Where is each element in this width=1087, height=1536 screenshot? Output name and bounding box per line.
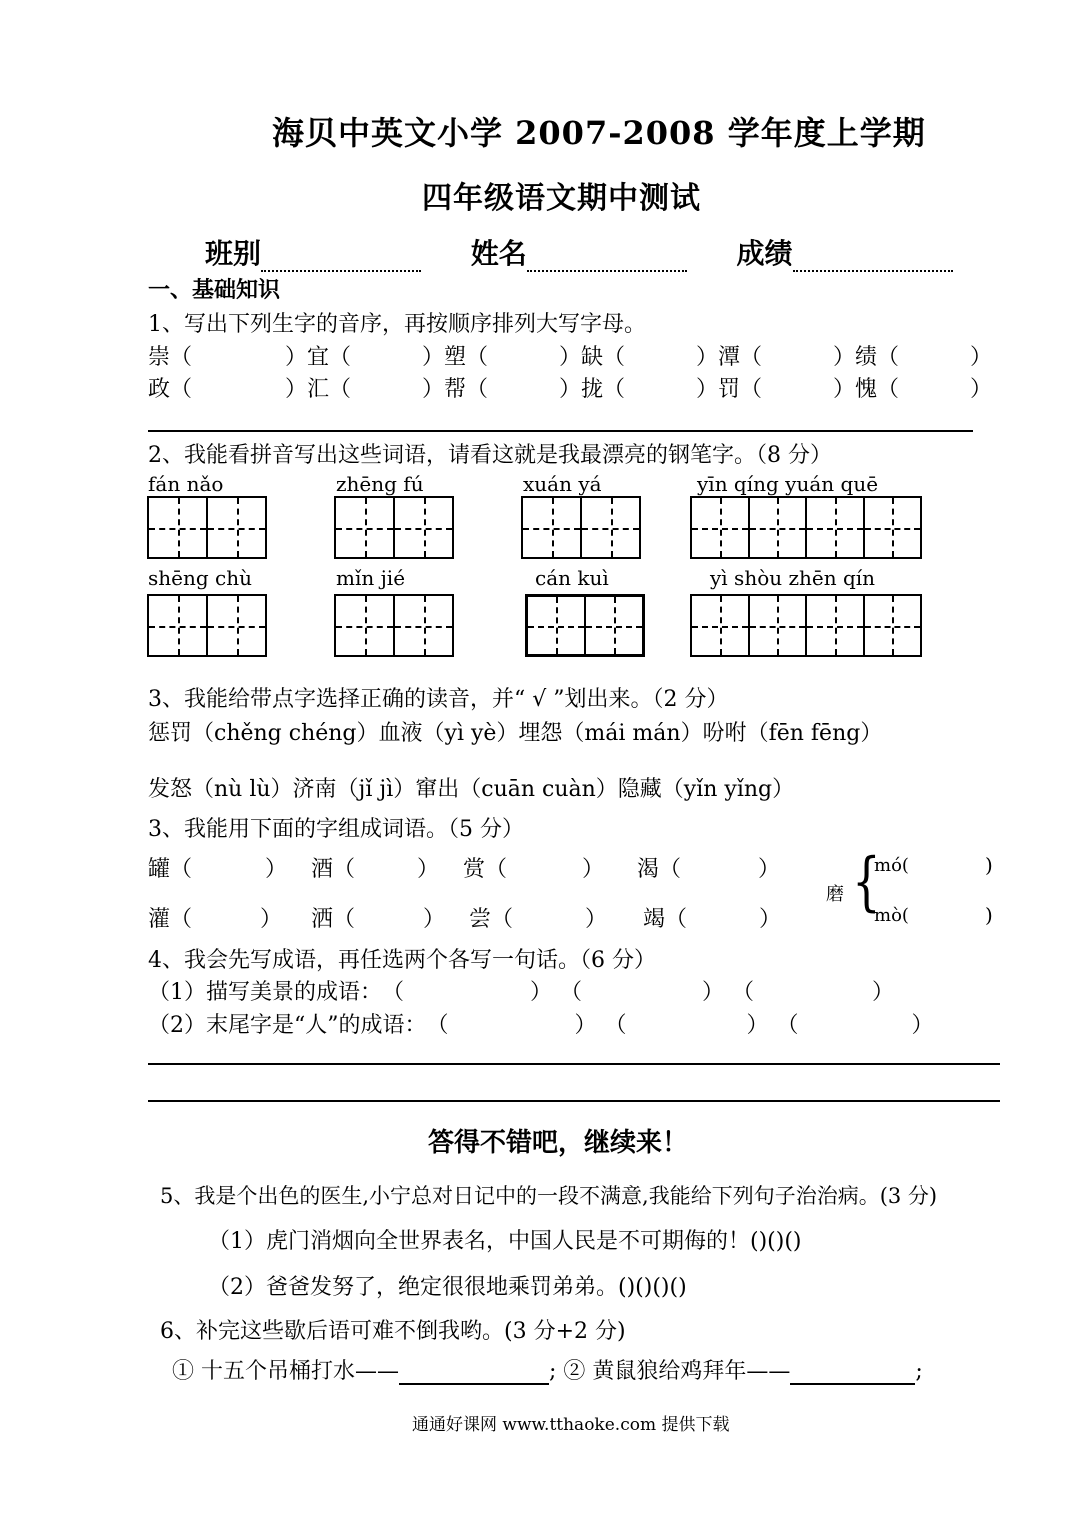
q3a-prompt: 3、我能给带点字选择正确的读音，并“ √ ”划出来。（2 分） (148, 687, 729, 712)
paren: （ (604, 1013, 627, 1038)
q3b-char: 渴（ (637, 857, 682, 882)
writing-grid[interactable] (690, 496, 922, 559)
q1-item: ） (970, 377, 993, 402)
q1-item: ）绩（ (833, 345, 900, 370)
q3b-prompt: 3、我能用下面的字组成词语。（5 分） (148, 817, 524, 842)
name-label: 姓名 (470, 237, 527, 270)
class-label: 班别 (205, 237, 262, 270)
q6-blank-2[interactable] (790, 1357, 915, 1385)
q3a-line-2: 发怒（nù lù）济南（jǐ jì）窜出（cuān cuàn）隐藏（yǐn yǐng） (148, 777, 795, 802)
pinyin-label: zhēng fú (336, 472, 424, 496)
q6-sep: ; (915, 1359, 923, 1384)
q4-label-1: （1）描写美景的成语： (148, 980, 382, 1005)
brace-icon: { (852, 845, 881, 919)
page-subtitle: 四年级语文期中测试 (422, 181, 701, 216)
q1-item: ）帮（ (422, 377, 489, 402)
q1-item: 政（ (148, 377, 193, 402)
q3b-row-2 (148, 902, 781, 933)
q6-line (172, 1354, 923, 1385)
q3b-char: 竭（ (643, 907, 688, 932)
class-field[interactable] (261, 244, 421, 272)
name-field[interactable] (527, 244, 687, 272)
paren: ） (872, 980, 895, 1005)
q1-item: ）汇（ (285, 377, 352, 402)
writing-grid[interactable] (147, 594, 267, 657)
writing-grid[interactable] (525, 594, 645, 657)
paren: （ (382, 980, 405, 1005)
mo-close-1: ) (985, 853, 993, 877)
q3a-line-1: 惩罚（chěng chéng）血液（yì yè）埋怨（mái mán）吩咐（fēn fēng） (148, 721, 883, 746)
q6-item-1: ① 十五个吊桶打水—— (172, 1359, 399, 1384)
writing-grid[interactable] (334, 496, 454, 559)
q3b-char: 洒（ (311, 907, 356, 932)
q6-blank-1[interactable] (399, 1357, 549, 1385)
q6-item-2: ② 黄鼠狼给鸡拜年—— (563, 1359, 791, 1384)
q3b-char: 赏（ (463, 857, 508, 882)
q2-prompt: 2、我能看拼音写出这些词语，请看这就是我最漂亮的钢笔字。（8 分） (148, 443, 832, 468)
q3b-close: ） (260, 907, 283, 932)
paren: ） (702, 980, 725, 1005)
paren: ） (911, 1013, 934, 1038)
q4-prompt: 4、我会先写成语，再任选两个各写一句话。（6 分） (148, 948, 656, 973)
info-line (205, 232, 953, 272)
pinyin-label: shēng chù (148, 566, 252, 590)
q3b-close: ） (759, 907, 782, 932)
q1-item: 崇（ (148, 345, 193, 370)
pinyin-label: mǐn jié (336, 566, 406, 590)
paren: （ (426, 1013, 449, 1038)
q3b-char: 酒（ (311, 857, 356, 882)
q1-prompt: 1、写出下列生字的音序，再按顺序排列大写字母。 (148, 312, 646, 337)
q3b-close: ） (582, 857, 605, 882)
pinyin-label: yì shòu zhēn qín (710, 566, 876, 590)
q1-row-2 (148, 372, 992, 403)
q3b-close: ） (417, 857, 440, 882)
writing-grid[interactable] (334, 594, 454, 657)
q3b-row-1 (148, 852, 780, 883)
q4-line-1 (148, 975, 894, 1006)
writing-grid[interactable] (521, 496, 641, 559)
q5-line-2: （2）爸爸发努了，绝定很很地乘罚弟弟。()()()() (208, 1275, 687, 1300)
q1-item: ）缺（ (559, 345, 626, 370)
mo-char: 磨 (826, 884, 844, 905)
q5-prompt: 5、我是个出色的医生,小宁总对日记中的一段不满意,我能给下列句子治治病。(3 分) (160, 1184, 938, 1208)
q1-item: ）塑（ (422, 345, 489, 370)
q1-answer-line[interactable] (148, 430, 973, 432)
q1-row-1 (148, 340, 992, 371)
q3b-close: ） (423, 907, 446, 932)
paren: （ (732, 980, 755, 1005)
q1-item: ）潭（ (696, 345, 763, 370)
q4-line-2 (148, 1008, 934, 1039)
q5-line-1: （1）虎门消烟向全世界表名，中国人民是不可期侮的！()()() (208, 1229, 802, 1254)
mo-close-2: ) (985, 903, 993, 927)
paren: （ (776, 1013, 799, 1038)
writing-grid[interactable] (147, 496, 267, 559)
q3b-char: 罐（ (148, 857, 193, 882)
q1-item: ）罚（ (696, 377, 763, 402)
score-field[interactable] (793, 244, 953, 272)
pinyin-label: cán kuì (535, 566, 609, 590)
q3b-char: 尝（ (469, 907, 514, 932)
paren: ） (746, 1013, 769, 1038)
mo-reading-2: mò( (874, 905, 909, 926)
page-title: 海贝中英文小学 2007-2008 学年度上学期 (272, 114, 926, 152)
q4-answer-line-2[interactable] (148, 1100, 1000, 1102)
paren: ） (574, 1013, 597, 1038)
q1-item: ）宜（ (285, 345, 352, 370)
paren: ） (530, 980, 553, 1005)
q1-item: ）愧（ (833, 377, 900, 402)
q4-answer-line-1[interactable] (148, 1063, 1000, 1065)
q4-label-2: （2）末尾字是“人”的成语： (148, 1013, 427, 1038)
section-heading: 一、基础知识 (148, 277, 281, 303)
pinyin-label: yīn qíng yuán quē (697, 472, 879, 496)
writing-grid[interactable] (690, 594, 922, 657)
q3b-char: 灌（ (148, 907, 193, 932)
q6-sep: ; (549, 1359, 557, 1384)
pinyin-label: fán nǎo (148, 472, 224, 496)
footer-text: 通通好课网 www.tthaoke.com 提供下载 (412, 1415, 730, 1435)
q6-prompt: 6、补完这些歇后语可难不倒我哟。(3 分+2 分) (160, 1319, 626, 1344)
mo-reading-1: mó( (874, 855, 909, 876)
score-label: 成绩 (736, 237, 793, 270)
encourage-text: 答得不错吧，继续来！ (428, 1128, 689, 1158)
pinyin-label: xuán yá (523, 472, 602, 496)
q3b-close: ） (265, 857, 288, 882)
q1-item: ） (970, 345, 993, 370)
q1-item: ）拢（ (559, 377, 626, 402)
paren: （ (560, 980, 583, 1005)
q3b-close: ） (758, 857, 781, 882)
q3b-close: ） (585, 907, 608, 932)
